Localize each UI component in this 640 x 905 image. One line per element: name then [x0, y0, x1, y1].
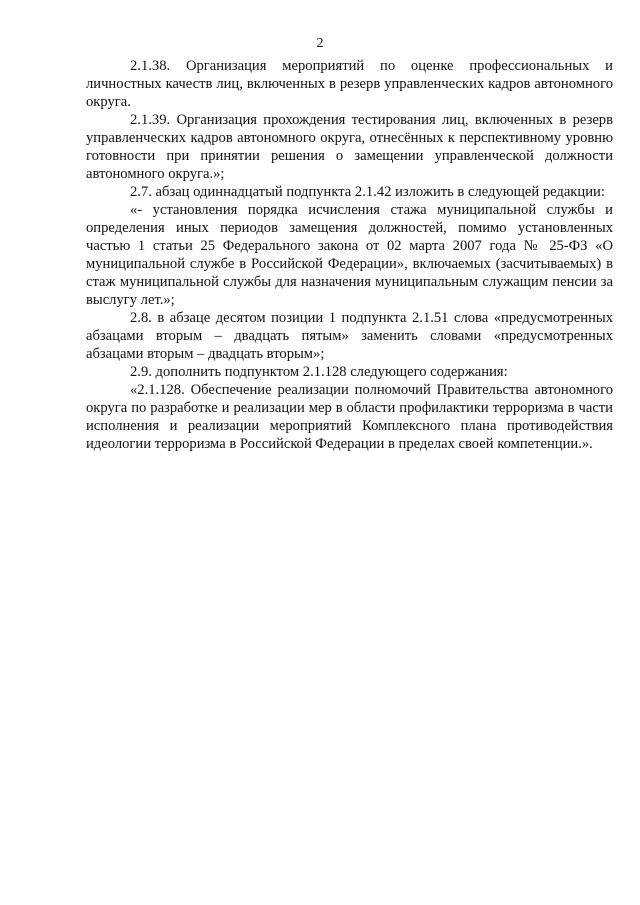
paragraph-2-1-38: 2.1.38. Организация мероприятий по оценке профессиональных и личностных качеств лиц, включенных в резерв управленческих кадров автономного округа. [86, 58, 613, 110]
page-number: 2 [316, 36, 324, 51]
paragraph-2-7-quote: «- установления порядка исчисления стажа муниципальной службы и определения иных периодов замещения должностей, помимо установленных частью 1 статьи 25 Федерального закона от 02 марта 2007 года № 25-ФЗ «О муниципальной службе в Российской Федерации», включаемых (засчитываемых) в стаж муниципальной службы для назначения муниципальным служащим пенсии за выслугу лет.»; [86, 202, 613, 308]
document-body [86, 57, 613, 453]
paragraph-2-8: 2.8. в абзаце десятом позиции 1 подпункта 2.1.51 слова «предусмотренных абзацами вторым – двадцать пятым» заменить словами «предусмотренных абзацами вторым – двадцать вторым»; [86, 310, 613, 362]
paragraph-2-9: 2.9. дополнить подпунктом 2.1.128 следующего содержания: [130, 364, 508, 380]
paragraph-2-7: 2.7. абзац одиннадцатый подпункта 2.1.42 изложить в следующей редакции: [130, 184, 605, 200]
paragraph-2-1-128: «2.1.128. Обеспечение реализации полномочий Правительства автономного округа по разработке и реализации мер в области профилактики терроризма в части исполнения и реализации мероприятий Комплексного плана противодействия идеологии терроризма в Российской Федерации в пределах своей компетенции.». [86, 382, 613, 452]
paragraph-2-1-39: 2.1.39. Организация прохождения тестирования лиц, включенных в резерв управленческих кадров автономного округа, отнесённых к перспективному уровню готовности при принятии решения о замещении управленческой должности автономного округа.»; [86, 112, 613, 182]
